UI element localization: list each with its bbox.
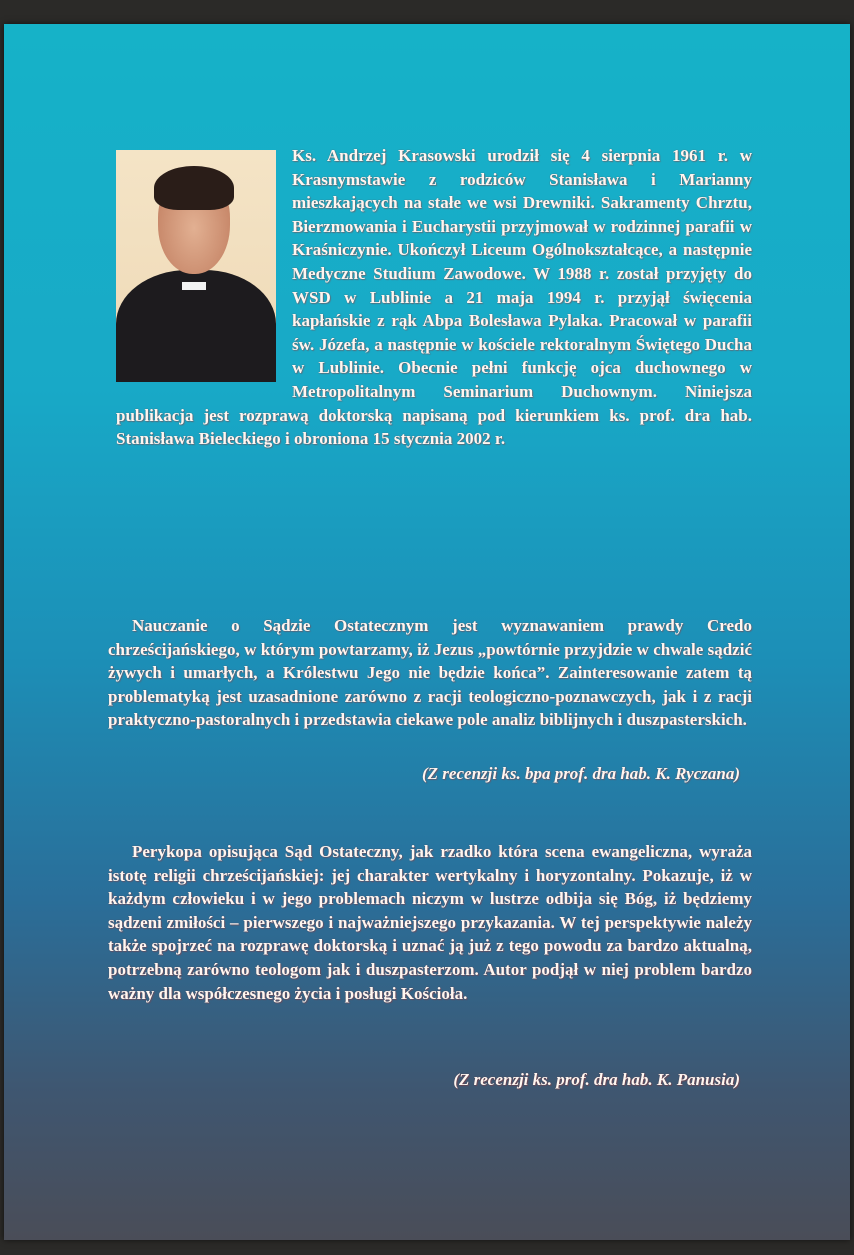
author-photo	[116, 150, 276, 382]
review-2-citation: (Z recenzji ks. prof. dra hab. K. Panusia)	[453, 1070, 740, 1089]
book-back-cover	[4, 24, 850, 1240]
hair	[154, 166, 234, 210]
clerical-collar	[182, 282, 206, 290]
bio-text: Ks. Andrzej Krasowski urodził się 4 sierpnia 1961 r. w Krasnymstawie z rodziców Stanisława i Marianny mieszkających na stałe we wsi Drewniki. Sakramenty Chrztu, Bierzmowania i Eucharystii przyjmował w rodzinnej parafii w Kraśniczynie. Ukończył Liceum Ogólnokształcące, a następnie Medyczne Studium Zawodowe. W 1988 r. został przyjęty do WSD w Lublinie a 21 maja 1994 r. przyjął święcenia kapłańskie z rąk Abpa Bolesława Pylaka. Pracował w parafii św. Józefa, a następnie w kościele rektoralnym Świętego Ducha w Lublinie. Obecnie pełni funkcję ojca duchownego w Metropolitalnym Seminarium Duchownym. Niniejsza publikacja jest rozprawą doktorską napisaną pod kierunkiem ks. prof. dra hab. Stanisława Bieleckiego i obroniona 15 stycznia 2002 r.	[116, 146, 752, 449]
author-bio	[116, 144, 752, 451]
review-1-citation: (Z recenzji ks. bpa prof. dra hab. K. Ryczana)	[422, 764, 740, 783]
review-1-text: Nauczanie o Sądzie Ostatecznym jest wyznawaniem prawdy Credo chrześcijańskiego, w którym powtarzamy, iż Jezus „powtórnie przyjdzie w chwale sądzić żywych i umarłych, a Królestwu Jego nie będzie końca”. Zainteresowanie zatem tą problematyką jest uzasadnione zarówno z racji teologiczno-poznawczych, jak i z racji praktyczno-pastoralnych i przedstawia ciekawe pole analiz biblijnych i duszpasterskich.	[108, 616, 752, 730]
review-2-text: Perykopa opisująca Sąd Ostateczny, jak rzadko która scena ewangeliczna, wyraża istotę religii chrześcijańskiej: jej charakter wertykalny i horyzontalny. Pokazuje, iż w każdym człowieku i w jego problemach niczym w lustrze odbija się Bóg, iż będziemy sądzeni zmiłości – pierwszego i najważniejszego przykazania. W tej perspektywie należy także spojrzeć na rozprawę doktorską i uznać ją już z tego powodu za bardzo aktualną, potrzebną zarówno teologom jak i duszpasterzom. Autor podjął w niej problem bardzo ważny dla współczesnego życia i posługi Kościoła.	[108, 842, 752, 1003]
